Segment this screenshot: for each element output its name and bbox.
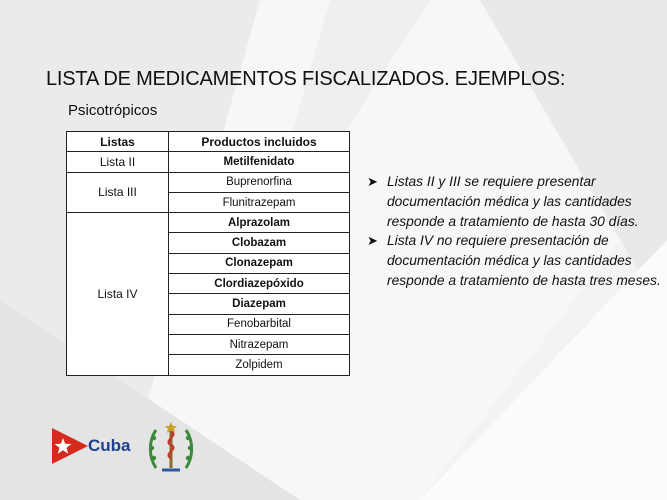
cuba-logo-text: Cuba — [88, 436, 131, 455]
product-cell: Flunitrazepam — [169, 192, 350, 212]
arrow-bullet-icon: ➤ — [367, 174, 378, 189]
product-cell: Clobazam — [169, 233, 350, 253]
product-cell: Alprazolam — [169, 213, 350, 233]
product-cell: Metilfenidato — [169, 152, 350, 172]
list-cell: Lista IV — [67, 213, 169, 375]
table-header-row — [67, 132, 350, 152]
product-cell: Buprenorfina — [169, 172, 350, 192]
medical-emblem-icon — [146, 420, 196, 474]
product-cell: Clordiazepóxido — [169, 274, 350, 294]
medications-table — [66, 131, 350, 376]
note-item — [367, 172, 663, 231]
list-cell: Lista III — [67, 172, 169, 213]
product-cell: Diazepam — [169, 294, 350, 314]
product-cell: Nitrazepam — [169, 334, 350, 354]
note-item — [367, 231, 663, 290]
arrow-bullet-icon: ➤ — [367, 233, 378, 249]
notes-list — [367, 172, 663, 291]
product-cell: Fenobarbital — [169, 314, 350, 334]
page-title: LISTA DE MEDICAMENTOS FISCALIZADOS. EJEMPLOS: — [46, 68, 566, 90]
table-row — [67, 152, 350, 172]
product-cell: Clonazepam — [169, 253, 350, 273]
table-row — [67, 172, 350, 192]
table-row — [67, 213, 350, 233]
column-header-products: Productos incluidos — [169, 132, 350, 152]
list-cell: Lista II — [67, 152, 169, 172]
column-header-lists: Listas — [67, 132, 169, 152]
note-text: Lista IV no requiere presentación de documentación médica y las cantidades responde a tratamiento de hasta tres meses. — [387, 233, 661, 288]
section-subtitle: Psicotrópicos — [68, 102, 158, 119]
cuba-flag-star-icon — [52, 428, 90, 464]
product-cell: Zolpidem — [169, 355, 350, 375]
note-text: Listas II y III se requiere presentar documentación médica y las cantidades responde a tratamiento de hasta 30 días. — [387, 174, 639, 229]
